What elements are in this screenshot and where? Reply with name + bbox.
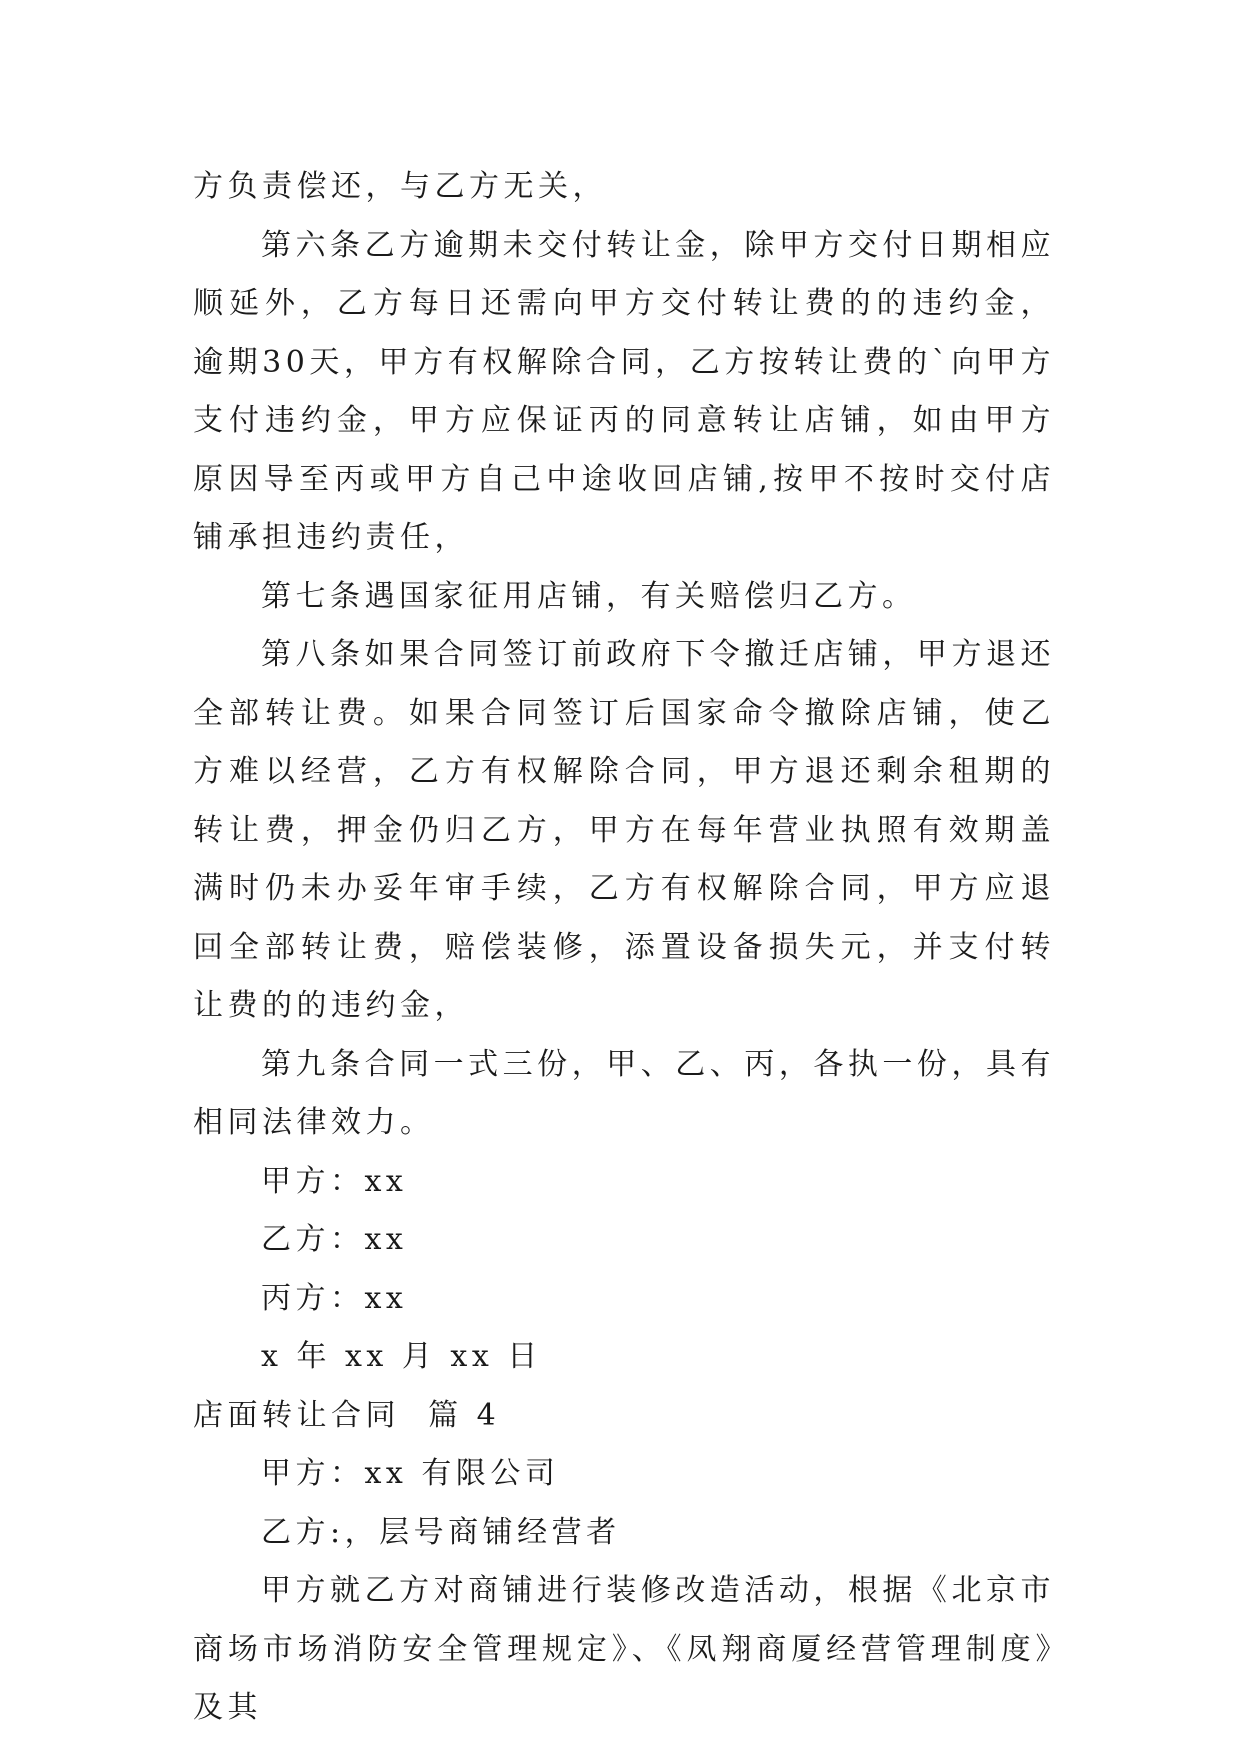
document-body bbox=[193, 158, 1055, 1738]
party-c-signature-line: 丙方：xx bbox=[261, 1280, 408, 1316]
party-b-tenant-line: 乙方:，层号商铺经营者 bbox=[261, 1514, 621, 1550]
party-b-signature-line: 乙方：xx bbox=[261, 1222, 408, 1257]
party-a-signature-line: 甲方：xx bbox=[261, 1163, 408, 1199]
article-8-paragraph: 第八条如果合同签订前政府下令撤迁店铺，甲方退还全部转让费。如果合同签订后国家命令撤除店铺，使乙方难以经营，乙方有权解除合同，甲方退还剩余租期的转让费，押金仍归乙方，甲方在每年营业执照有效期盖满时仍未办妥年审手续，乙方有权解除合同，甲方应退回全部转让费，赔偿装修，添置设备损失元，并支付转让费的的违约金， bbox=[193, 637, 1055, 1023]
paragraph-continuation: 方负责偿还，与乙方无关， bbox=[193, 169, 607, 204]
article-9-paragraph: 第九条合同一式三份，甲、乙、丙，各执一份，具有相同法律效力。 bbox=[193, 1046, 1055, 1140]
intro-paragraph: 甲方就乙方对商铺进行装修改造活动，根据《北京市商场市场消防安全管理规定》、《凤翔商厦经营管理制度》及其 bbox=[193, 1573, 1055, 1725]
article-7-paragraph: 第七条遇国家征用店铺，有关赔偿归乙方。 bbox=[261, 578, 917, 614]
date-line: x 年 xx 月 xx 日 bbox=[261, 1339, 542, 1374]
section-title: 店面转让合同 篇 4 bbox=[193, 1397, 501, 1433]
article-6-paragraph: 第六条乙方逾期未交付转让金，除甲方交付日期相应顺延外，乙方每日还需向甲方交付转让费的的违约金，逾期30天，甲方有权解除合同，乙方按转让费的`向甲方支付违约金，甲方应保证丙的同意转让店铺，如由甲方原因导至丙或甲方自己中途收回店铺,按甲不按时交付店铺承担违约责任， bbox=[193, 227, 1055, 555]
party-a-company-line: 甲方：xx 有限公司 bbox=[261, 1456, 560, 1491]
